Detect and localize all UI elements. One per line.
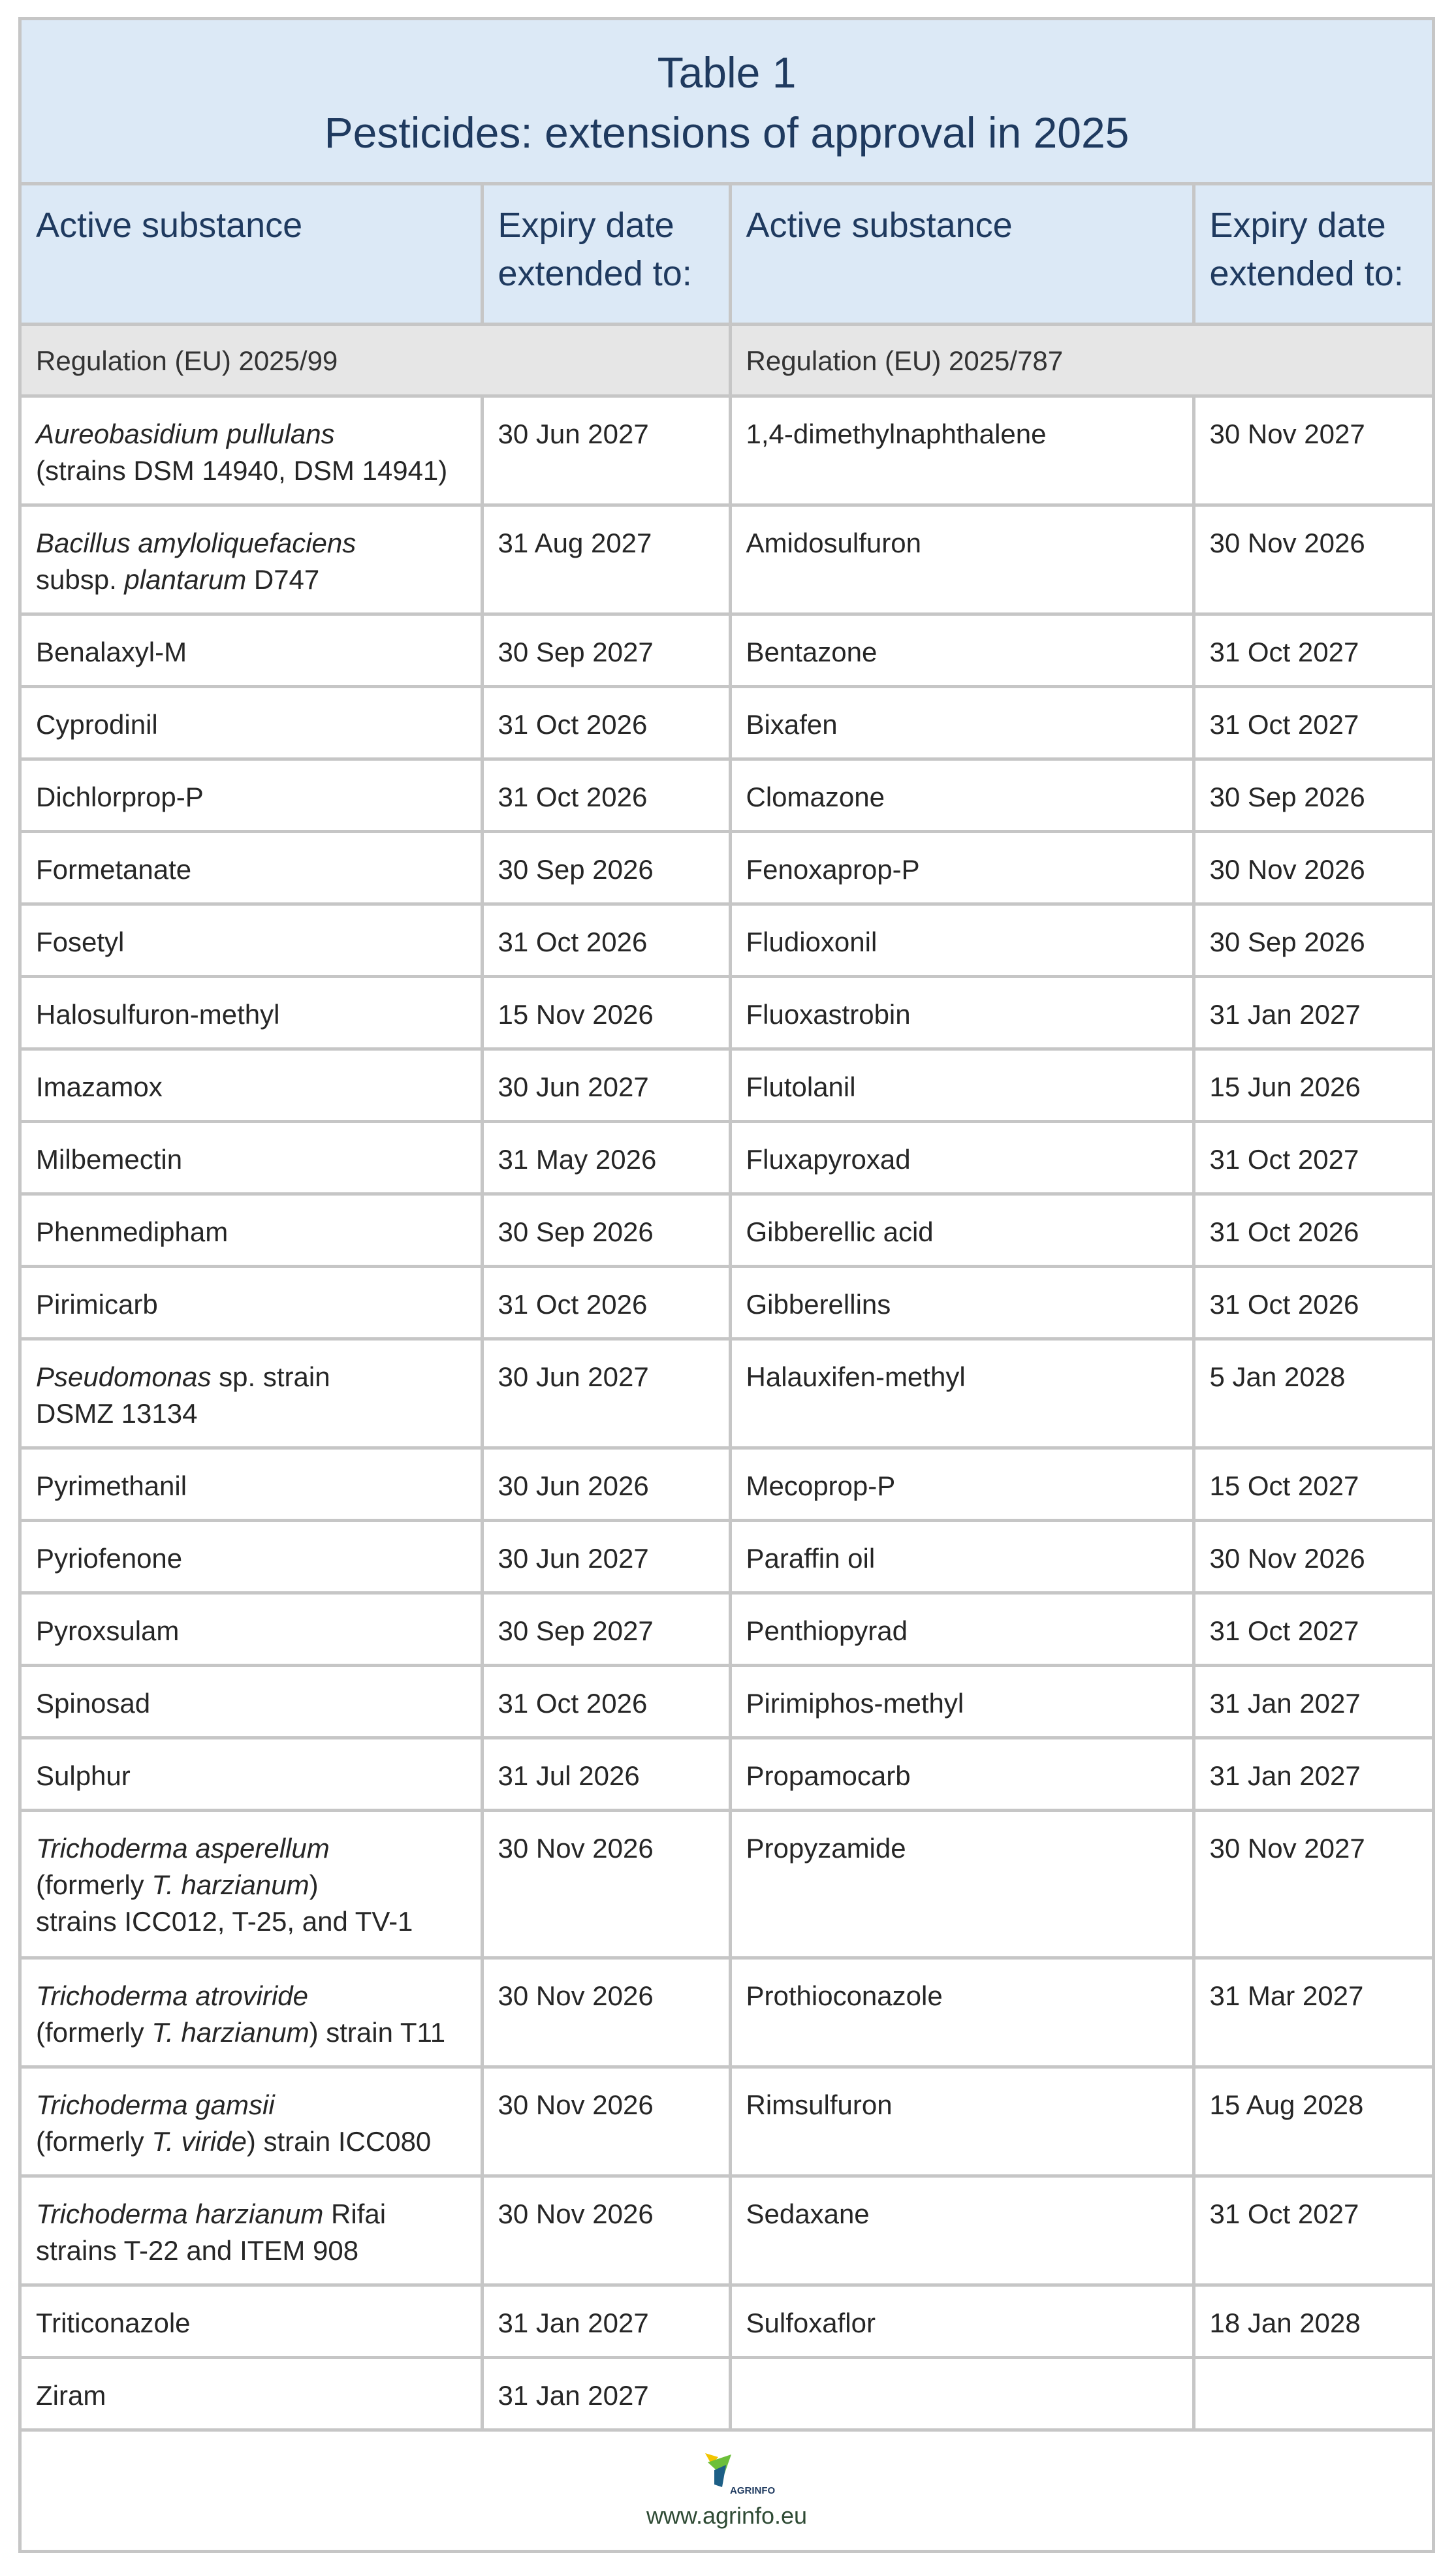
substance-cell — [730, 2357, 1194, 2430]
header-substance-left — [22, 183, 482, 324]
date-cell: 30 Nov 2026 — [482, 2176, 730, 2285]
date-cell: 31 Oct 2027 — [1194, 614, 1432, 686]
substance-cell: Bentazone — [730, 614, 1194, 686]
date-cell: 31 May 2026 — [482, 1121, 730, 1194]
substance-name: Trichoderma gamsii — [36, 2089, 275, 2120]
substance-cell: Flutolanil — [730, 1049, 1194, 1121]
substance-name: Trichoderma harzianum — [36, 2198, 324, 2229]
substance-cell: Pirimiphos-methyl — [730, 1665, 1194, 1738]
date-cell: 31 Oct 2026 — [482, 904, 730, 976]
substance-detail: (strains DSM 14940, DSM 14941) — [36, 454, 448, 486]
substance-name: Aureobasidium pullulans — [36, 418, 335, 449]
pesticides-table — [22, 20, 1432, 2549]
substance-cell: Sulphur — [22, 1738, 482, 1810]
substance-detail: D747 — [246, 564, 320, 595]
substance-cell: Amidosulfuron — [730, 505, 1194, 614]
date-cell: 30 Sep 2026 — [1194, 759, 1432, 831]
substance-cell: Pyriofenone — [22, 1520, 482, 1593]
substance-detail: ) strain T11 — [309, 2016, 446, 2048]
substance-cell: Ziram — [22, 2357, 482, 2430]
logo-text: AGRINFO — [730, 2485, 776, 2496]
substance-detail: sp. strain — [211, 1361, 330, 1392]
date-cell — [1194, 2357, 1432, 2430]
date-cell: 15 Jun 2026 — [1194, 1049, 1432, 1121]
date-cell: 30 Jun 2027 — [482, 1520, 730, 1593]
header-label: Active substance — [36, 205, 303, 245]
substance-detail: (formerly — [36, 2125, 152, 2157]
date-cell: 15 Oct 2027 — [1194, 1448, 1432, 1520]
date-cell: 31 Oct 2027 — [1194, 2176, 1432, 2285]
date-cell: 30 Jun 2027 — [482, 1049, 730, 1121]
substance-detail: plantarum — [124, 564, 247, 595]
header-label: Expiry date — [498, 205, 674, 245]
substance-cell: Sedaxane — [730, 2176, 1194, 2285]
substance-name: Trichoderma atroviride — [36, 1980, 309, 2011]
substance-cell: Formetanate — [22, 831, 482, 904]
substance-cell: Fludioxonil — [730, 904, 1194, 976]
substance-cell: Fluoxastrobin — [730, 976, 1194, 1049]
substance-cell: Halauxifen-methyl — [730, 1339, 1194, 1448]
substance-cell: Dichlorprop-P — [22, 759, 482, 831]
table-number: Table 1 — [657, 48, 797, 97]
substance-detail: T. harzianum — [151, 1869, 309, 1900]
substance-cell: Penthiopyrad — [730, 1593, 1194, 1665]
substance-cell: Pyroxsulam — [22, 1593, 482, 1665]
regulation-left: Regulation (EU) 2025/99 — [22, 324, 730, 396]
date-cell: 31 Aug 2027 — [482, 505, 730, 614]
date-cell: 30 Nov 2027 — [1194, 396, 1432, 505]
substance-cell: Clomazone — [730, 759, 1194, 831]
date-cell: 31 Oct 2027 — [1194, 1593, 1432, 1665]
substance-cell: Cyprodinil — [22, 686, 482, 759]
date-cell: 30 Jun 2026 — [482, 1448, 730, 1520]
date-cell: 30 Nov 2026 — [482, 1810, 730, 1958]
date-cell: 30 Nov 2026 — [1194, 831, 1432, 904]
substance-name: Trichoderma asperellum — [36, 1832, 330, 1864]
substance-detail: (formerly — [36, 1869, 152, 1900]
header-expiry-left — [482, 183, 730, 324]
header-substance-right — [730, 183, 1194, 324]
substance-detail: ) strain ICC080 — [246, 2125, 432, 2157]
substance-cell — [22, 2176, 482, 2285]
substance-detail: subsp. — [36, 564, 125, 595]
date-cell: 31 Jan 2027 — [1194, 976, 1432, 1049]
substance-detail: T. harzianum — [151, 2016, 309, 2048]
date-cell: 31 Jan 2027 — [482, 2357, 730, 2430]
date-cell: 31 Oct 2026 — [482, 1665, 730, 1738]
date-cell: 18 Jan 2028 — [1194, 2285, 1432, 2357]
substance-detail: strains ICC012, T-25, and TV-1 — [36, 1905, 413, 1937]
date-cell: 30 Sep 2027 — [482, 1593, 730, 1665]
date-cell: 31 Oct 2026 — [1194, 1266, 1432, 1339]
substance-detail: (formerly — [36, 2016, 152, 2048]
date-cell: 31 Oct 2027 — [1194, 686, 1432, 759]
substance-cell: Benalaxyl-M — [22, 614, 482, 686]
substance-cell — [22, 505, 482, 614]
date-cell: 31 Oct 2026 — [482, 759, 730, 831]
agrinfo-logo-icon — [678, 2451, 776, 2501]
header-expiry-right — [1194, 183, 1432, 324]
date-cell: 15 Nov 2026 — [482, 976, 730, 1049]
substance-name: Bacillus amyloliquefaciens — [36, 527, 356, 558]
date-cell: 30 Sep 2026 — [482, 1194, 730, 1266]
substance-cell: Propamocarb — [730, 1738, 1194, 1810]
date-cell: 30 Jun 2027 — [482, 396, 730, 505]
substance-cell: Bixafen — [730, 686, 1194, 759]
substance-cell — [22, 1810, 482, 1958]
substance-detail: ) — [309, 1869, 319, 1900]
header-label: extended to: — [1209, 253, 1404, 293]
substance-cell: Pirimicarb — [22, 1266, 482, 1339]
substance-cell: Triticonazole — [22, 2285, 482, 2357]
date-cell: 15 Aug 2028 — [1194, 2067, 1432, 2176]
date-cell: 31 Jan 2027 — [482, 2285, 730, 2357]
substance-cell: Spinosad — [22, 1665, 482, 1738]
substance-cell: Rimsulfuron — [730, 2067, 1194, 2176]
date-cell: 30 Nov 2027 — [1194, 1810, 1432, 1958]
footer-url[interactable]: www.agrinfo.eu — [646, 2501, 808, 2529]
date-cell: 30 Sep 2027 — [482, 614, 730, 686]
substance-name: Pseudomonas — [36, 1361, 212, 1392]
substance-cell: 1,4-dimethylnaphthalene — [730, 396, 1194, 505]
date-cell: 31 Oct 2026 — [1194, 1194, 1432, 1266]
substance-cell: Paraffin oil — [730, 1520, 1194, 1593]
substance-cell — [22, 396, 482, 505]
date-cell: 30 Nov 2026 — [482, 2067, 730, 2176]
header-label: Active substance — [746, 205, 1013, 245]
substance-cell: Prothioconazole — [730, 1958, 1194, 2067]
substance-cell: Gibberellins — [730, 1266, 1194, 1339]
substance-detail: Rifai — [323, 2198, 387, 2229]
date-cell: 30 Jun 2027 — [482, 1339, 730, 1448]
date-cell: 31 Oct 2026 — [482, 1266, 730, 1339]
substance-cell: Pyrimethanil — [22, 1448, 482, 1520]
substance-detail: T. viride — [151, 2125, 247, 2157]
header-label: Expiry date — [1209, 205, 1386, 245]
date-cell: 31 Jan 2027 — [1194, 1738, 1432, 1810]
footer — [22, 2430, 1432, 2549]
date-cell: 5 Jan 2028 — [1194, 1339, 1432, 1448]
substance-cell: Milbemectin — [22, 1121, 482, 1194]
date-cell: 31 Oct 2027 — [1194, 1121, 1432, 1194]
substance-detail: strains T-22 and ITEM 908 — [36, 2234, 359, 2266]
substance-cell: Fosetyl — [22, 904, 482, 976]
date-cell: 30 Nov 2026 — [1194, 505, 1432, 614]
header-label: extended to: — [498, 253, 692, 293]
substance-cell: Sulfoxaflor — [730, 2285, 1194, 2357]
substance-cell: Fluxapyroxad — [730, 1121, 1194, 1194]
regulation-right: Regulation (EU) 2025/787 — [730, 324, 1432, 396]
table-title — [22, 20, 1432, 183]
substance-cell — [22, 1958, 482, 2067]
substance-cell — [22, 1339, 482, 1448]
substance-cell: Fenoxaprop-P — [730, 831, 1194, 904]
table-frame — [18, 17, 1435, 2553]
date-cell: 30 Nov 2026 — [1194, 1520, 1432, 1593]
date-cell: 31 Mar 2027 — [1194, 1958, 1432, 2067]
table-caption: Pesticides: extensions of approval in 2025 — [324, 108, 1130, 157]
date-cell: 30 Sep 2026 — [482, 831, 730, 904]
substance-cell: Mecoprop-P — [730, 1448, 1194, 1520]
date-cell: 31 Oct 2026 — [482, 686, 730, 759]
date-cell: 30 Nov 2026 — [482, 1958, 730, 2067]
substance-cell: Propyzamide — [730, 1810, 1194, 1958]
substance-cell — [22, 2067, 482, 2176]
date-cell: 30 Sep 2026 — [1194, 904, 1432, 976]
date-cell: 31 Jan 2027 — [1194, 1665, 1432, 1738]
substance-cell: Phenmedipham — [22, 1194, 482, 1266]
substance-cell: Halosulfuron-methyl — [22, 976, 482, 1049]
date-cell: 31 Jul 2026 — [482, 1738, 730, 1810]
substance-cell: Gibberellic acid — [730, 1194, 1194, 1266]
substance-detail: DSMZ 13134 — [36, 1397, 198, 1429]
substance-cell: Imazamox — [22, 1049, 482, 1121]
